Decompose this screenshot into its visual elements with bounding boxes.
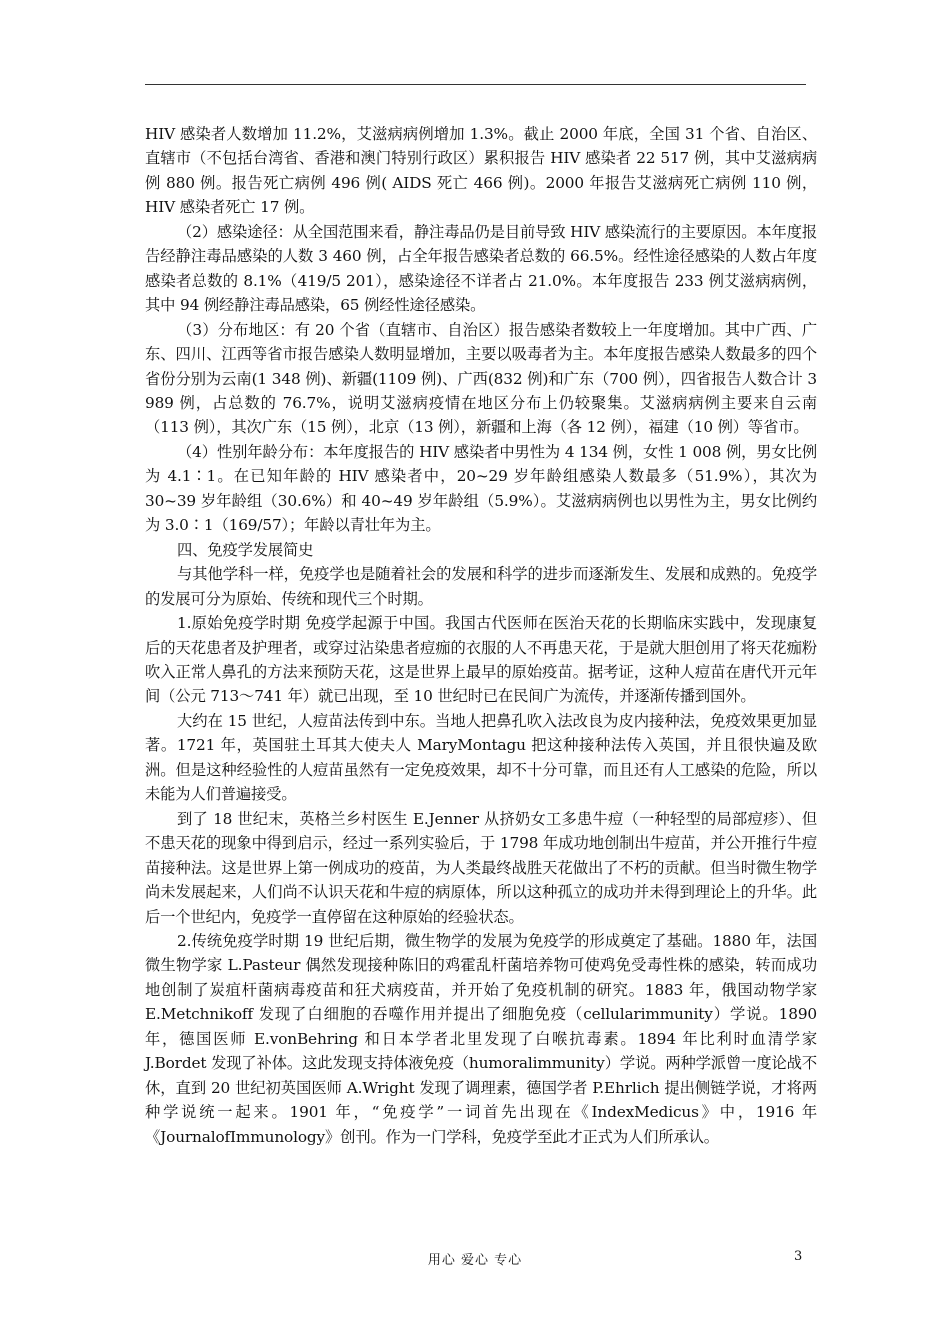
paragraph-middle-east: 大约在 15 世纪，人痘苗法传到中东。当地人把鼻孔吹入法改良为皮内接种法，免疫效果更加显著。1721 年，英国驻土耳其大使夫人 MaryMontagu 把这种接种法传入英国，并且很快遍及欧洲。但是这种经验性的人痘苗虽然有一定免疫效果，却不十分可靠，而且还有人工感染的危险，所以未能为人们普遍接受。 — [145, 711, 817, 804]
header-rule — [145, 84, 806, 85]
paragraph-distribution-region: （3）分布地区：有 20 个省（直辖市、自治区）报告感染者数较上一年度增加。其中广西、广东、四川、江西等省市报告感染人数明显增加，主要以吸毒者为主。本年度报告感染人数最多的四个省份分别为云南(1 348 例)、新疆(1109 例)、广西(832 例)和广东（700 例），四省报告人数合计 3 989 例，占总数的 76.7%，说明艾滋病疫情在地区分布上仍较聚集。艾滋病病例主要来自云南（113 例），其次广东（15 例），北京（13 例），新疆和上海（各 12 例），福建（10 例）等省市。 — [145, 320, 817, 437]
footer-motto: 用心 爱心 专心 — [427, 1253, 523, 1268]
paragraph-traditional-period: 2.传统免疫学时期 19 世纪后期，微生物学的发展为免疫学的形成奠定了基础。1880 年，法国微生物学家 L.Pasteur 偶然发现接种陈旧的鸡霍乱杆菌培养物可使鸡免受毒性株的感染，转而成功地创制了炭疽杆菌病毒疫苗和狂犬病疫苗，并开始了免疫机制的研究。1883 年，俄国动物学家 E.Metchnikoff 发现了白细胞的吞噬作用并提出了细胞免疫（cellularimmunity）学说。1890 年，德国医师 E.vonBehring 和日本学者北里发现了白喉抗毒素。1894 年比利时血清学家 J.Bordet 发现了补体。这此发现支持体液免疫（humoralimmunity）学说。两种学派曾一度论战不休，直到 20 世纪初英国医师 A.Wright 发现了调理素，德国学者 P.Ehrlich 提出侧链学说，才将两种学说统一起来。1901 年，“免疫学”一词首先出现在《IndexMedicus》中，1916 年《JournalofImmunology》创刊。作为一门学科，免疫学至此才正式为人们所承认。 — [145, 931, 817, 1146]
page-number: 3 — [794, 1249, 803, 1264]
paragraph-primitive-period: 1.原始免疫学时期 免疫学起源于中国。我国古代医师在医治天花的长期临床实践中，发现康复后的天花患者及护理者，或穿过沾染患者痘痂的衣服的人不再患天花，于是就大胆创用了将天花痂粉吹入正常人鼻孔的方法来预防天花，这是世界上最早的原始疫苗。据考证，这种人痘苗在唐代开元年间（公元 713～741 年）就已出现，至 10 世纪时已在民间广为流传，并逐渐传播到国外。 — [145, 614, 817, 706]
paragraph-infection-route: （2）感染途径：从全国范围来看，静注毒品仍是目前导致 HIV 感染流行的主要原因。本年度报告经静注毒品感染的人数 3 460 例，占全年报告感染者总数的 66.5%。经性途径感染的人数占年度感染者总数的 8.1%（419/5 201），感染途径不详者占 21.0%。本年度报告 233 例艾滋病病例，其中 94 例经静注毒品感染，65 例经性途径感染。 — [145, 222, 817, 315]
paragraph-jenner: 到了 18 世纪末，英格兰乡村医生 E.Jenner 从挤奶女工多患牛痘（一种轻型的局部痘疹）、但不患天花的现象中得到启示，经过一系列实验后，于 1798 年成功地创制出牛痘苗，并公开推行牛痘苗接种法。这是世界上第一例成功的疫苗，为人类最终战胜天花做出了不朽的贡献。但当时微生物学尚未发展起来，人们尚不认识天花和牛痘的病原体，所以这种孤立的成功并未得到理论上的升华。此后一个世纪内，免疫学一直停留在这种原始的经验状态。 — [145, 809, 817, 926]
document-body — [145, 122, 817, 1149]
section-heading-immunology-history: 四、免疫学发展简史 — [177, 540, 314, 559]
paragraph-hiv-stats: HIV 感染者人数增加 11.2%，艾滋病病例增加 1.3%。截止 2000 年底，全国 31 个省、自治区、直辖市（不包括台湾省、香港和澳门特别行政区）累积报告 HIV 感染者 22 517 例，其中艾滋病病例 880 例。报告死亡病例 496 例( AIDS 死亡 466 例)。2000 年报告艾滋病死亡病例 110 例，HIV 感染者死亡 17 例。 — [145, 125, 817, 217]
paragraph-immunology-intro: 与其他学科一样，免疫学也是随着社会的发展和科学的进步而逐渐发生、发展和成熟的。免疫学的发展可分为原始、传统和现代三个时期。 — [145, 565, 817, 608]
paragraph-gender-age: （4）性别年龄分布：本年度报告的 HIV 感染者中男性为 4 134 例，女性 1 008 例，男女比例为 4.1∶1。在已知年龄的 HIV 感染者中，20~29 岁年龄组感染人数最多（51.9%），其次为 30~39 岁年龄组（30.6%）和 40~49 岁年龄组（5.9%）。艾滋病病例也以男性为主，男女比例约为 3.0∶1（169/57）；年龄以青壮年为主。 — [145, 442, 817, 535]
